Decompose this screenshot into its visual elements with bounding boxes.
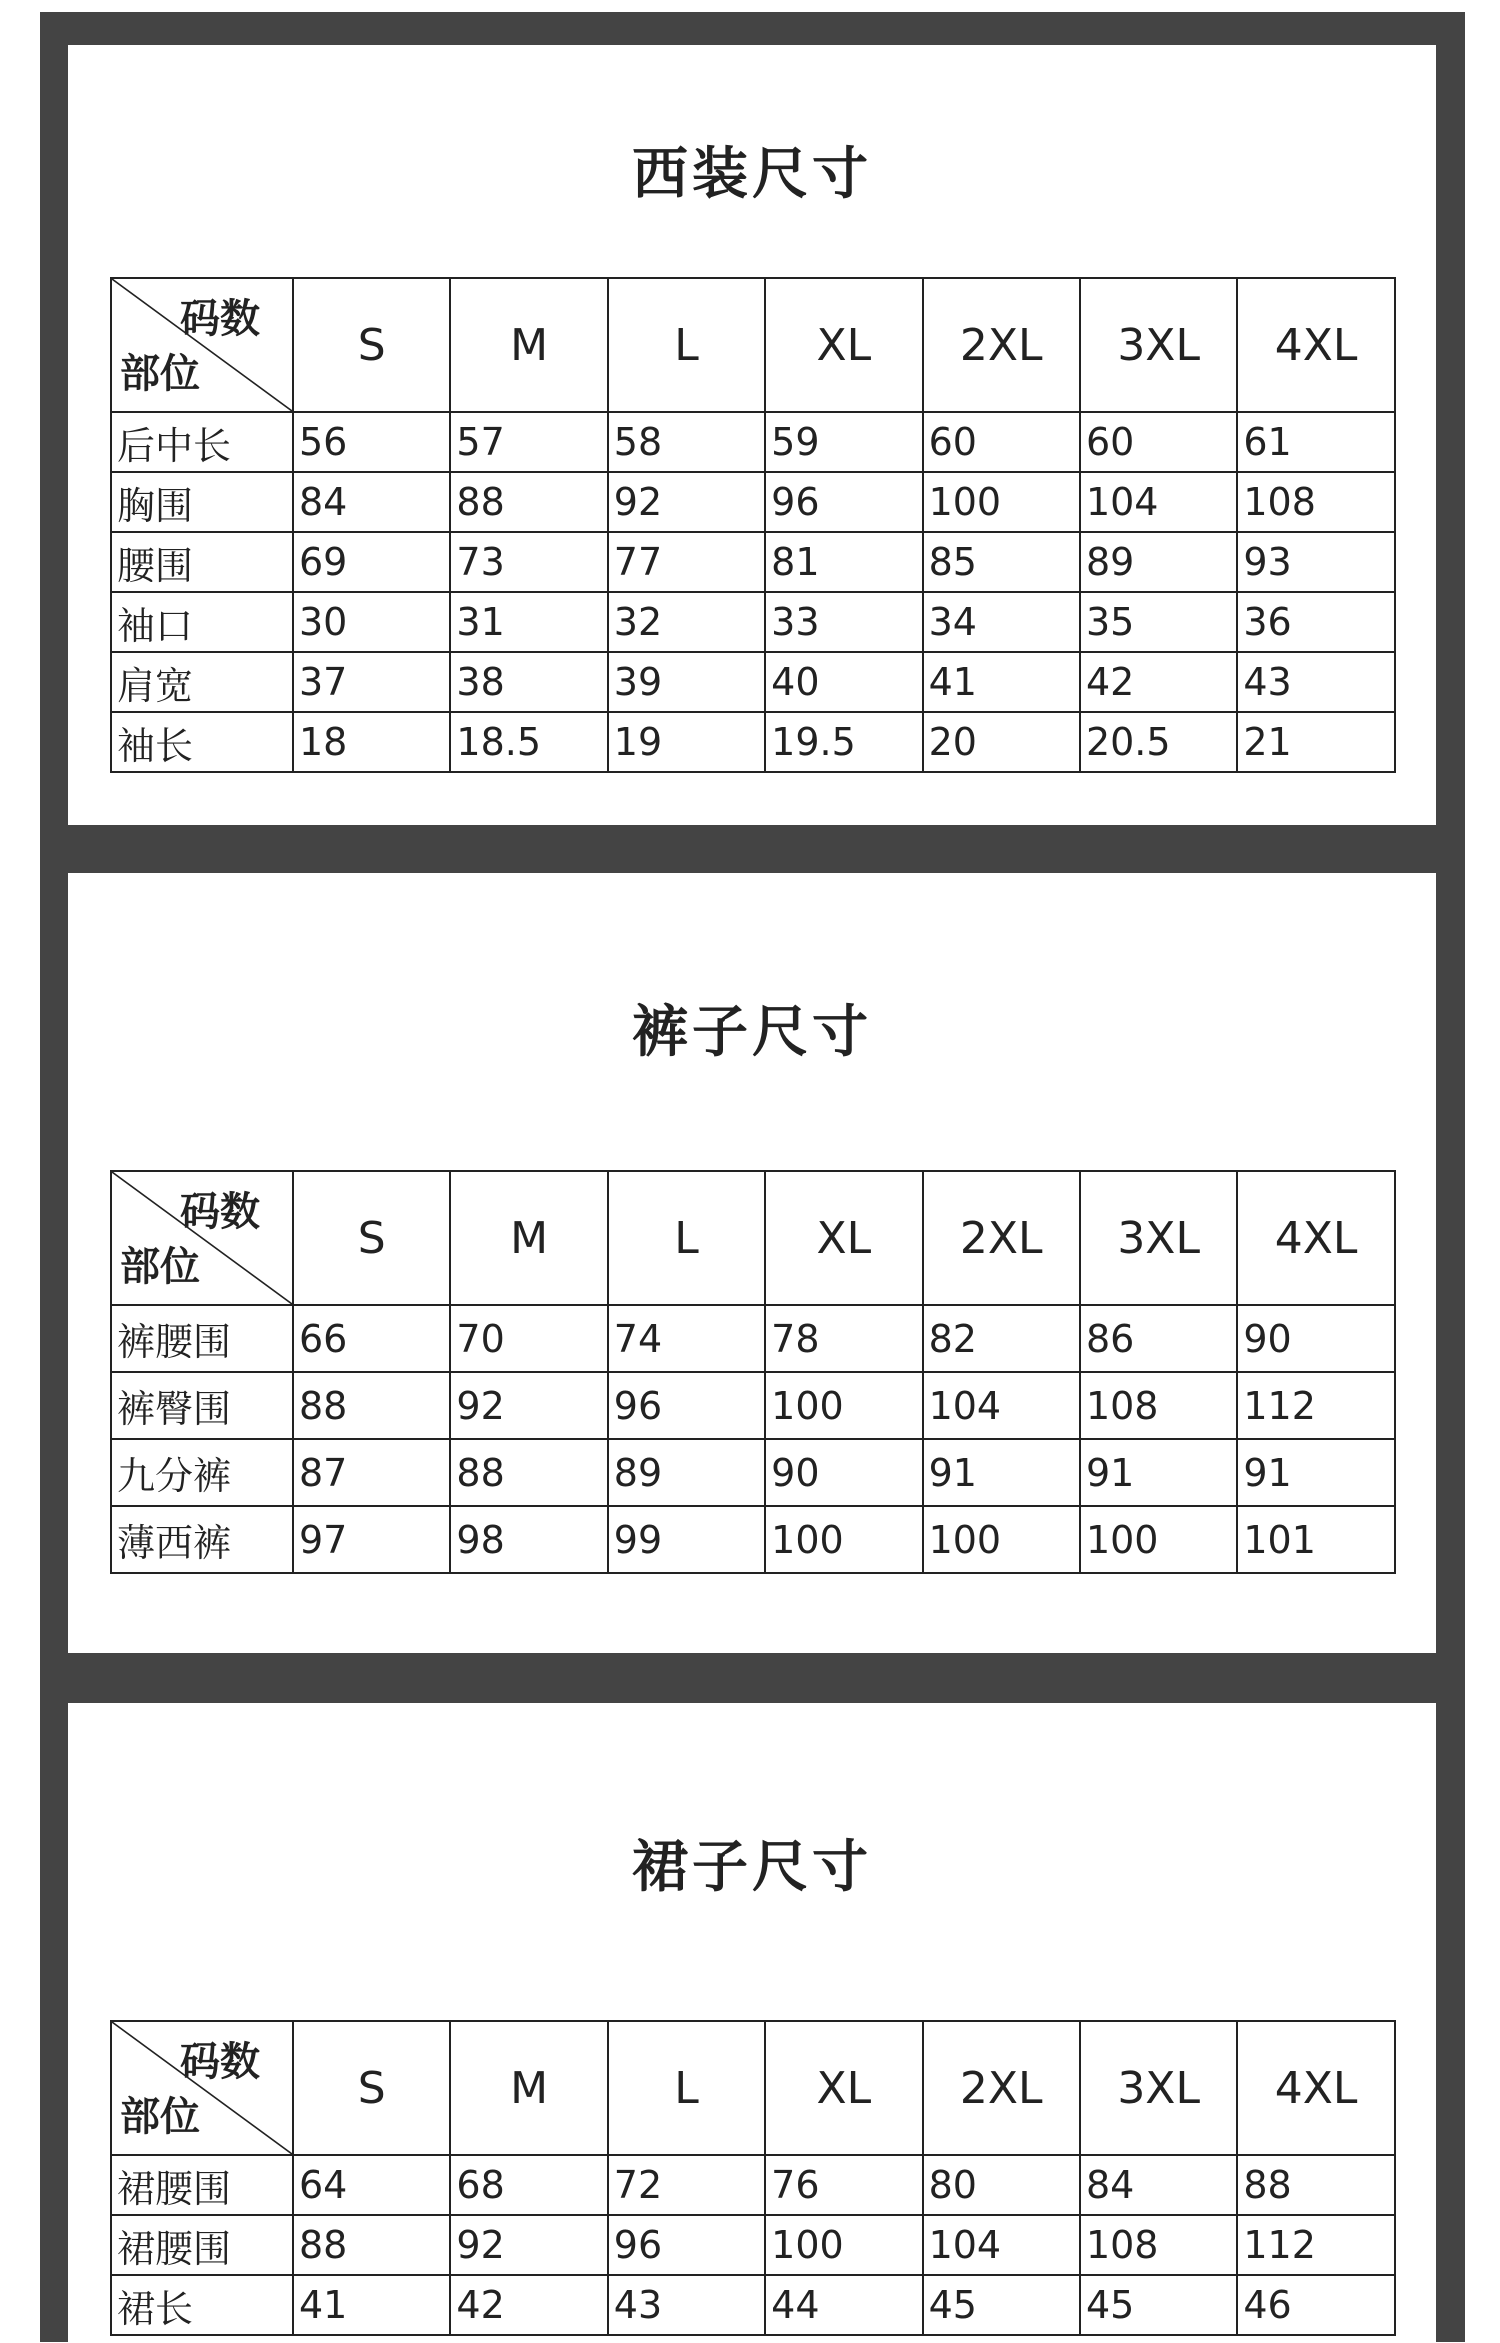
value-cell: 19.5 [765, 712, 922, 772]
header-row [111, 278, 1395, 412]
size-header-cell: XL [765, 1171, 922, 1305]
value-cell: 35 [1080, 592, 1237, 652]
table-row [111, 412, 1395, 472]
value-cell: 45 [923, 2275, 1080, 2335]
value-cell: 112 [1237, 1372, 1394, 1439]
value-cell: 108 [1080, 2215, 1237, 2275]
value-cell: 99 [608, 1506, 765, 1573]
value-cell: 18.5 [450, 712, 607, 772]
value-cell: 84 [1080, 2155, 1237, 2215]
value-cell: 91 [1080, 1439, 1237, 1506]
table-row [111, 532, 1395, 592]
size-header-cell: 4XL [1237, 278, 1394, 412]
value-cell: 89 [1080, 532, 1237, 592]
table-row [111, 2155, 1395, 2215]
value-cell: 100 [923, 472, 1080, 532]
size-header-cell: S [293, 1171, 450, 1305]
value-cell: 88 [293, 2215, 450, 2275]
skirt-size-panel [68, 1703, 1436, 2343]
value-cell: 32 [608, 592, 765, 652]
value-cell: 96 [608, 1372, 765, 1439]
value-cell: 68 [450, 2155, 607, 2215]
pants-size-table [110, 1170, 1396, 1574]
size-header-cell: M [450, 278, 607, 412]
value-cell: 41 [293, 2275, 450, 2335]
size-header-cell: L [608, 1171, 765, 1305]
value-cell: 21 [1237, 712, 1394, 772]
value-cell: 88 [1237, 2155, 1394, 2215]
value-cell: 96 [608, 2215, 765, 2275]
skirt-size-table [110, 2020, 1396, 2336]
value-cell: 43 [608, 2275, 765, 2335]
value-cell: 97 [293, 1506, 450, 1573]
value-cell: 73 [450, 532, 607, 592]
row-label-cell: 裙长 [111, 2275, 293, 2335]
value-cell: 74 [608, 1305, 765, 1372]
value-cell: 100 [765, 1372, 922, 1439]
size-header-cell: S [293, 278, 450, 412]
value-cell: 104 [923, 2215, 1080, 2275]
value-cell: 90 [1237, 1305, 1394, 1372]
table-row [111, 2215, 1395, 2275]
header-row [111, 1171, 1395, 1305]
value-cell: 38 [450, 652, 607, 712]
value-cell: 41 [923, 652, 1080, 712]
value-cell: 59 [765, 412, 922, 472]
value-cell: 108 [1237, 472, 1394, 532]
pants-size-panel [68, 873, 1436, 1653]
value-cell: 46 [1237, 2275, 1394, 2335]
value-cell: 37 [293, 652, 450, 712]
corner-cell [111, 1171, 293, 1305]
row-label-cell: 后中长 [111, 412, 293, 472]
corner-size-label: 码数 [180, 296, 260, 342]
suit-size-panel [68, 45, 1436, 825]
row-label-cell: 腰围 [111, 532, 293, 592]
value-cell: 42 [450, 2275, 607, 2335]
value-cell: 66 [293, 1305, 450, 1372]
value-cell: 96 [765, 472, 922, 532]
table-row [111, 1506, 1395, 1573]
value-cell: 30 [293, 592, 450, 652]
value-cell: 61 [1237, 412, 1394, 472]
value-cell: 34 [923, 592, 1080, 652]
suit-title: 西装尺寸 [632, 142, 872, 207]
table-row [111, 1305, 1395, 1372]
value-cell: 36 [1237, 592, 1394, 652]
value-cell: 85 [923, 532, 1080, 592]
table-row [111, 1439, 1395, 1506]
corner-cell [111, 278, 293, 412]
corner-size-label: 码数 [180, 2039, 260, 2085]
value-cell: 60 [923, 412, 1080, 472]
value-cell: 57 [450, 412, 607, 472]
row-label-cell: 九分裤 [111, 1439, 293, 1506]
value-cell: 56 [293, 412, 450, 472]
value-cell: 31 [450, 592, 607, 652]
size-header-cell: M [450, 1171, 607, 1305]
size-header-cell: S [293, 2021, 450, 2155]
row-label-cell: 裤腰围 [111, 1305, 293, 1372]
table-row [111, 2275, 1395, 2335]
value-cell: 90 [765, 1439, 922, 1506]
row-label-cell: 裙腰围 [111, 2155, 293, 2215]
size-header-cell: XL [765, 278, 922, 412]
corner-size-label: 码数 [180, 1189, 260, 1235]
size-header-cell: 4XL [1237, 2021, 1394, 2155]
size-header-cell: 4XL [1237, 1171, 1394, 1305]
size-header-cell: XL [765, 2021, 922, 2155]
corner-part-label: 部位 [120, 351, 200, 397]
corner-part-label: 部位 [120, 1244, 200, 1290]
value-cell: 92 [450, 2215, 607, 2275]
value-cell: 39 [608, 652, 765, 712]
suit-size-table [110, 277, 1396, 773]
value-cell: 93 [1237, 532, 1394, 592]
value-cell: 98 [450, 1506, 607, 1573]
row-label-cell: 袖口 [111, 592, 293, 652]
value-cell: 112 [1237, 2215, 1394, 2275]
value-cell: 78 [765, 1305, 922, 1372]
value-cell: 40 [765, 652, 922, 712]
table-row [111, 652, 1395, 712]
value-cell: 18 [293, 712, 450, 772]
value-cell: 70 [450, 1305, 607, 1372]
row-label-cell: 袖长 [111, 712, 293, 772]
table-row [111, 472, 1395, 532]
value-cell: 72 [608, 2155, 765, 2215]
value-cell: 88 [450, 1439, 607, 1506]
value-cell: 91 [923, 1439, 1080, 1506]
size-header-cell: 3XL [1080, 2021, 1237, 2155]
size-header-cell: L [608, 278, 765, 412]
value-cell: 60 [1080, 412, 1237, 472]
value-cell: 88 [293, 1372, 450, 1439]
value-cell: 20.5 [1080, 712, 1237, 772]
size-header-cell: 3XL [1080, 278, 1237, 412]
corner-cell [111, 2021, 293, 2155]
value-cell: 100 [1080, 1506, 1237, 1573]
size-header-cell: 2XL [923, 278, 1080, 412]
value-cell: 43 [1237, 652, 1394, 712]
value-cell: 69 [293, 532, 450, 592]
value-cell: 100 [765, 1506, 922, 1573]
value-cell: 33 [765, 592, 922, 652]
value-cell: 92 [450, 1372, 607, 1439]
value-cell: 82 [923, 1305, 1080, 1372]
value-cell: 77 [608, 532, 765, 592]
value-cell: 45 [1080, 2275, 1237, 2335]
skirt-title: 裙子尺寸 [632, 1835, 872, 1900]
table-row [111, 712, 1395, 772]
value-cell: 58 [608, 412, 765, 472]
size-header-cell: L [608, 2021, 765, 2155]
value-cell: 64 [293, 2155, 450, 2215]
size-header-cell: 2XL [923, 1171, 1080, 1305]
header-row [111, 2021, 1395, 2155]
value-cell: 104 [923, 1372, 1080, 1439]
value-cell: 89 [608, 1439, 765, 1506]
value-cell: 44 [765, 2275, 922, 2335]
value-cell: 100 [765, 2215, 922, 2275]
value-cell: 108 [1080, 1372, 1237, 1439]
value-cell: 100 [923, 1506, 1080, 1573]
value-cell: 80 [923, 2155, 1080, 2215]
table-row [111, 1372, 1395, 1439]
value-cell: 101 [1237, 1506, 1394, 1573]
value-cell: 91 [1237, 1439, 1394, 1506]
value-cell: 19 [608, 712, 765, 772]
value-cell: 81 [765, 532, 922, 592]
row-label-cell: 裤臀围 [111, 1372, 293, 1439]
pants-title: 裤子尺寸 [632, 1000, 872, 1065]
value-cell: 86 [1080, 1305, 1237, 1372]
size-header-cell: 2XL [923, 2021, 1080, 2155]
value-cell: 84 [293, 472, 450, 532]
value-cell: 88 [450, 472, 607, 532]
row-label-cell: 肩宽 [111, 652, 293, 712]
value-cell: 76 [765, 2155, 922, 2215]
row-label-cell: 胸围 [111, 472, 293, 532]
size-header-cell: M [450, 2021, 607, 2155]
value-cell: 20 [923, 712, 1080, 772]
value-cell: 92 [608, 472, 765, 532]
row-label-cell: 薄西裤 [111, 1506, 293, 1573]
corner-part-label: 部位 [120, 2094, 200, 2140]
value-cell: 104 [1080, 472, 1237, 532]
value-cell: 87 [293, 1439, 450, 1506]
size-header-cell: 3XL [1080, 1171, 1237, 1305]
value-cell: 42 [1080, 652, 1237, 712]
table-row [111, 592, 1395, 652]
row-label-cell: 裙腰围 [111, 2215, 293, 2275]
